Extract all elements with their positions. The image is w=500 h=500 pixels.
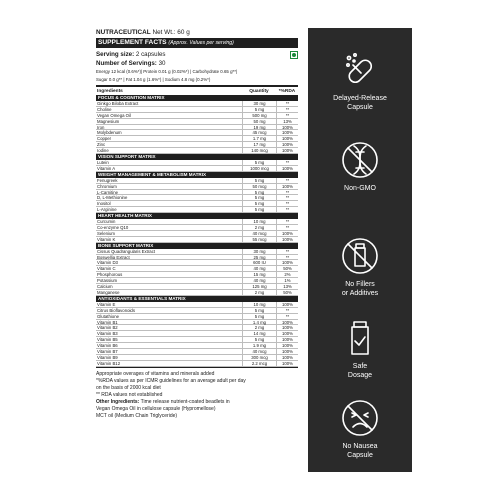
ingredient-rda: 100% <box>276 148 298 153</box>
ingredient-rda: 100% <box>276 136 298 141</box>
ingredient-name: Vitamin B12 <box>97 360 121 366</box>
ingredient-rda: 100% <box>276 231 298 236</box>
ingredient-name: Vitamin K <box>97 236 116 242</box>
ingredient-quantity: 30 mg <box>242 101 276 106</box>
ingredient-quantity: 5 mg <box>242 195 276 200</box>
ingredient-rda: 100% <box>276 237 298 242</box>
table-header <box>96 88 298 95</box>
ingredient-quantity: 1.9 mg <box>242 343 276 348</box>
footnote-mct-oil: MCT oil (Medium Chain Triglyceride) <box>96 412 178 419</box>
ingredient-quantity: 14 mg <box>242 331 276 336</box>
ingredient-name: Molybdenum <box>97 130 122 136</box>
ingredient-rda: 100% <box>276 125 298 130</box>
ingredient-rda: ** <box>276 219 298 224</box>
column-quantity: Quantity <box>249 89 269 94</box>
net-weight: Net Wt.: 60 g <box>152 29 190 36</box>
serving-size-row <box>96 50 298 59</box>
ingredient-quantity: 5 mg <box>242 160 276 165</box>
ingredient-quantity: 40 mcg <box>242 349 276 354</box>
supplement-facts-note: (Approx. Values per serving) <box>168 40 234 46</box>
ingredient-name: Magnesium <box>97 118 120 124</box>
feature-delayed-release <box>308 50 412 112</box>
ingredient-name: Manganese <box>97 289 120 295</box>
nausea-face-crossed-icon <box>340 398 380 438</box>
ingredient-name: Phosphorous <box>97 272 123 278</box>
ingredient-name: Vitamin D3 <box>97 260 118 266</box>
ingredient-quantity: 10 mg <box>242 219 276 224</box>
ingredient-rda: ** <box>276 195 298 200</box>
footnote-omega-oil: Vegan Omega Oil in cellulose capsule (Hypromellose) <box>96 405 216 412</box>
ingredient-rda: ** <box>276 160 298 165</box>
ingredient-rda: 50% <box>276 266 298 271</box>
ingredient-name: Vitamin B6 <box>97 343 118 348</box>
veg-mark-icon <box>290 51 298 59</box>
section-header: BONE SUPPORT MATRIX <box>96 243 298 249</box>
ingredient-quantity: 300 mcg <box>242 355 276 360</box>
ingredient-quantity: 500 mg <box>242 113 276 118</box>
ingredient-rda: 100% <box>276 166 298 171</box>
ingredient-rda: ** <box>276 201 298 206</box>
ingredient-rda: ** <box>276 178 298 183</box>
ingredient-quantity: 1000 mcg <box>242 166 276 171</box>
ingredient-rda: ** <box>276 107 298 112</box>
footnote-overages: Appropriate overages of vitamins and minerals added <box>96 370 215 377</box>
ingredient-name: Citrus Bioflavonoids <box>97 307 135 313</box>
ingredient-quantity: 1.7 mg <box>242 136 276 141</box>
ingredient-quantity: 40 mg <box>242 266 276 271</box>
servings-value: 30 <box>158 60 166 67</box>
ingredient-quantity: 5 mg <box>242 201 276 206</box>
ingredient-name: Vitamin B5 <box>97 337 118 343</box>
ingredient-quantity: 10 mg <box>242 302 276 307</box>
feature-label <box>308 442 412 460</box>
serving-size-value: 2 capsules <box>135 51 166 58</box>
ingredient-name: Vitamin C <box>97 266 116 272</box>
dna-crossed-icon <box>340 140 380 180</box>
ingredient-rda: ** <box>276 207 298 212</box>
ingredient-quantity: 50 mg <box>242 119 276 124</box>
section-header: ANTIOXIDANTS & ESSENTIALS MATRIX <box>96 296 298 302</box>
ingredient-name: L-Carnitine <box>97 189 119 195</box>
ingredient-name: Potassium <box>97 278 118 284</box>
ingredient-rda: 100% <box>276 260 298 265</box>
ingredient-quantity: 50 mcg <box>242 184 276 189</box>
feature-no-nausea <box>308 398 412 460</box>
brand-name: NUTRACEUTICAL <box>96 29 151 36</box>
divider <box>96 367 298 368</box>
ingredient-quantity: 40 mcg <box>242 231 276 236</box>
section-header: WEIGHT MANAGEMENT & METABOLISM MATRIX <box>96 172 298 178</box>
ingredient-quantity: 5 mg <box>242 190 276 195</box>
ingredient-name: Lutein <box>97 160 109 165</box>
ingredient-name: Ginkgo Biloba Extract <box>97 101 139 106</box>
ingredient-rda: 100% <box>276 355 298 360</box>
ingredient-name: Zinc <box>97 142 106 148</box>
ingredient-quantity: 15 mg <box>242 272 276 277</box>
nutrition-line-1: Energy 12 kcal (0.6%*)| Protein 0.01 g (0.02%*) | Carbohydrate 0.65 g**| <box>96 69 238 74</box>
feature-no-fillers <box>308 236 412 298</box>
ingredient-quantity: 40 mg <box>242 278 276 283</box>
bottle-check-icon <box>340 318 380 358</box>
ingredient-name: Vitamin E <box>97 301 116 307</box>
feature-label-line: or Additives <box>341 290 379 297</box>
ingredient-rda: 100% <box>276 361 298 366</box>
ingredient-name: L-Arginine <box>97 207 117 213</box>
feature-non-gmo <box>308 140 412 193</box>
other-ingredients <box>96 399 304 406</box>
ingredient-rda: ** <box>276 308 298 313</box>
ingredient-rda: 2% <box>276 272 298 277</box>
ingredient-name: Selenium <box>97 230 115 236</box>
ingredient-name: Calcium <box>97 284 113 289</box>
ingredient-quantity: 17 mg <box>242 142 276 147</box>
ingredient-quantity: 25 mg <box>242 255 276 260</box>
ingredient-quantity: 5 mg <box>242 308 276 313</box>
ingredient-name: Vegan Omega Oil <box>97 112 131 118</box>
ingredients-table <box>96 88 298 367</box>
feature-label-line: Capsule <box>347 104 373 111</box>
ingredient-rda: ** <box>276 113 298 118</box>
ingredient-rda: ** <box>276 314 298 319</box>
feature-label <box>308 184 412 193</box>
ingredient-quantity: 45 mcg <box>242 130 276 135</box>
supplement-label <box>96 28 298 420</box>
ingredient-name: Iodine <box>97 148 109 154</box>
ingredient-rda: 1% <box>276 278 298 283</box>
ingredient-quantity: 2 mg <box>242 225 276 230</box>
ingredient-rda: 100% <box>276 302 298 307</box>
column-rda: *%RDA <box>278 89 296 94</box>
footnotes <box>96 371 304 420</box>
ingredient-quantity: 2 mg <box>242 325 276 330</box>
ingredient-name: Fenugreek <box>97 177 118 183</box>
ingredient-quantity: 125 mg <box>242 284 276 289</box>
divider <box>96 85 298 87</box>
ingredient-quantity: 5 mg <box>242 178 276 183</box>
ingredient-name: Vitamin B3 <box>97 331 118 337</box>
footnote-not-established: ** RDA values not established <box>96 391 163 398</box>
ingredient-name: Choline <box>97 106 112 112</box>
ingredient-rda: 100% <box>276 337 298 342</box>
ingredient-rda: 100% <box>276 184 298 189</box>
ingredient-rda: ** <box>276 225 298 230</box>
ingredient-rda: ** <box>276 255 298 260</box>
ingredient-rda: 100% <box>276 320 298 325</box>
ingredient-rda: 100% <box>276 142 298 147</box>
ingredient-rda: 100% <box>276 343 298 348</box>
ingredient-quantity: 55 mcg <box>242 237 276 242</box>
ingredient-rda: 100% <box>276 325 298 330</box>
feature-label-line: No Fillers <box>345 281 375 288</box>
ingredient-name: Chromium <box>97 183 117 189</box>
supplement-facts-header <box>96 38 298 48</box>
feature-label-line: Capsule <box>347 452 373 459</box>
nutrition-line-2: Sugar 0.0 g** | Fat 1.04 g (1.6%*) | Sodium 4.8 mg (0.2%*) <box>96 77 211 82</box>
feature-label <box>308 94 412 112</box>
ingredient-quantity: 5 mg <box>242 207 276 212</box>
column-ingredients: Ingredients <box>97 89 123 94</box>
section-header: HEART HEALTH MATRIX <box>96 213 298 219</box>
ingredient-quantity: 600 IU <box>242 260 276 265</box>
servings-label: Number of Servings: <box>96 60 157 67</box>
section-header: FOCUS & COGNITION MATRIX <box>96 95 298 101</box>
serving-size-label: Serving size: <box>96 51 135 58</box>
ingredient-name: Glutathione <box>97 313 119 319</box>
brand-line <box>96 28 298 38</box>
ingredient-name: D, L-Methionine <box>97 195 128 201</box>
footnote-rda: *%RDA values as per ICMR guidelines for an average adult per day <box>96 377 246 384</box>
feature-label-line: Delayed-Release <box>333 95 387 102</box>
feature-safe-dosage <box>308 318 412 380</box>
feature-label-line: Dosage <box>347 372 373 379</box>
ingredient-name: Vitamin B9 <box>97 354 118 360</box>
bottle-crossed-icon <box>340 236 380 276</box>
ingredient-rda: ** <box>276 190 298 195</box>
ingredient-rda: 50% <box>276 290 298 295</box>
ingredient-name: Iron <box>97 124 105 130</box>
ingredient-quantity: 140 mcg <box>242 148 276 153</box>
ingredient-name: Inositol <box>97 201 111 207</box>
ingredient-rda: 100% <box>276 349 298 354</box>
ingredient-quantity: 2.2 mcg <box>242 361 276 366</box>
feature-label-line: Non-GMO <box>344 185 376 192</box>
capsule-icon <box>340 50 380 90</box>
ingredient-name: Vitamin A <box>97 165 116 171</box>
servings-row <box>96 59 298 68</box>
features-panel <box>308 28 412 472</box>
ingredient-rda: 13% <box>276 119 298 124</box>
other-ingredients-label: Other Ingredients: <box>96 398 140 405</box>
ingredient-quantity: 30 mg <box>242 249 276 254</box>
ingredient-quantity: 5 mg <box>242 337 276 342</box>
feature-label <box>308 362 412 380</box>
ingredient-quantity: 1.4 mg <box>242 320 276 325</box>
ingredient-name: Co-enzyme Q10 <box>97 225 129 230</box>
ingredient-name: Vitamin B1 <box>97 319 118 325</box>
footnote-rda-basis: on the basis of 2000 kcal diet <box>96 384 161 391</box>
ingredient-quantity: 5 mg <box>242 314 276 319</box>
ingredient-rda: 13% <box>276 284 298 289</box>
ingredient-quantity: 2 mg <box>242 290 276 295</box>
feature-label <box>308 280 412 298</box>
ingredient-rda: ** <box>276 249 298 254</box>
feature-label-line: Safe <box>352 363 368 370</box>
ingredient-name: Vitamin B2 <box>97 325 118 331</box>
ingredient-rda: 100% <box>276 130 298 135</box>
supplement-facts-title: SUPPLEMENT FACTS <box>98 39 167 46</box>
ingredient-name: Cissus Quadrangularis Extract <box>97 248 156 254</box>
feature-label-line: No Nausea <box>342 443 378 450</box>
ingredient-rda: ** <box>276 101 298 106</box>
ingredient-name: Vitamin B7 <box>97 348 118 354</box>
ingredient-quantity: 19 mg <box>242 125 276 130</box>
section-header: VISION SUPPORT MATRIX <box>96 154 298 160</box>
ingredient-name: Copper <box>97 136 112 142</box>
ingredient-name: Curcumin <box>97 219 116 225</box>
ingredient-rda: 100% <box>276 331 298 336</box>
ingredient-quantity: 5 mg <box>242 107 276 112</box>
ingredient-name: Boswellia Extract <box>97 254 130 260</box>
other-ingredients-text: Time release nutrient-coated beadlets in <box>140 398 230 405</box>
